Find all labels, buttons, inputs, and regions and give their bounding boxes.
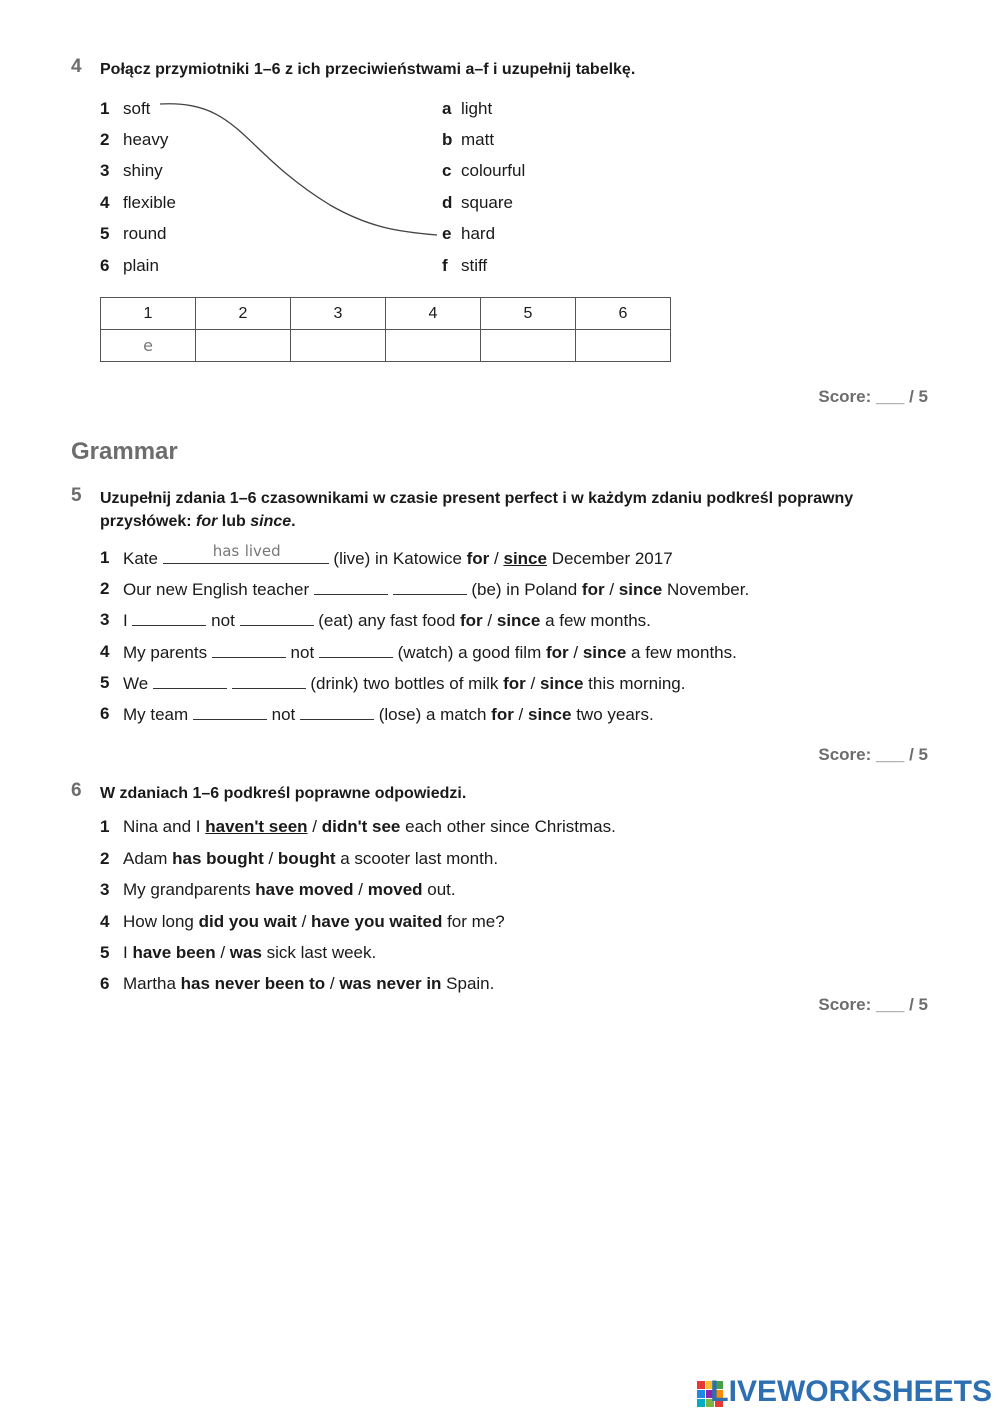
option-2[interactable]: was never in bbox=[339, 974, 442, 993]
option-since[interactable]: since bbox=[496, 611, 541, 630]
sentence-text: a scooter last month. bbox=[335, 849, 499, 868]
sentence-text: not bbox=[266, 705, 300, 724]
left-item-word: plain bbox=[123, 256, 159, 275]
sentence-number: 6 bbox=[100, 704, 110, 723]
right-item-word: hard bbox=[461, 224, 496, 243]
left-item-word: round bbox=[123, 224, 167, 243]
sentence-text: I bbox=[123, 611, 133, 630]
sentence-text: two years. bbox=[571, 705, 654, 724]
answer-input-cell[interactable] bbox=[576, 330, 671, 362]
left-item-number: 5 bbox=[100, 224, 110, 243]
option-separator: / bbox=[263, 849, 278, 868]
sentence-5-5 bbox=[123, 673, 685, 694]
sentence-5-2 bbox=[123, 579, 749, 600]
sentence-text: (eat) any fast food bbox=[313, 611, 461, 630]
exercise-6-instruction: W zdaniach 1–6 podkreśl poprawne odpowiedzi. bbox=[100, 785, 467, 802]
table-header-cell: 2 bbox=[196, 298, 291, 330]
sentence-text: Spain. bbox=[441, 974, 495, 993]
liveworksheets-brand: LIVEWORKSHEETS bbox=[710, 1375, 992, 1408]
option-for[interactable]: for bbox=[491, 705, 514, 724]
instruction-text: Uzupełnij zdania 1–6 czasownikami w czasie present perfect i w każdym zdaniu podkreśl poprawny bbox=[100, 490, 854, 507]
instruction-text: lub bbox=[217, 513, 251, 530]
exercise-5-score: Score: ___ / 5 bbox=[818, 745, 928, 764]
instruction-text: przysłówek: bbox=[100, 513, 197, 530]
option-for[interactable]: for bbox=[460, 611, 483, 630]
option-separator: / bbox=[489, 549, 504, 568]
instruction-since: since bbox=[250, 513, 292, 530]
option-separator: / bbox=[513, 705, 528, 724]
answer-blank[interactable] bbox=[240, 610, 314, 626]
option-since[interactable]: since bbox=[503, 549, 547, 568]
sentence-6-2 bbox=[123, 849, 498, 869]
left-item-word: flexible bbox=[123, 193, 176, 212]
table-header-cell: 1 bbox=[101, 298, 196, 330]
sentence-number: 2 bbox=[100, 849, 110, 868]
answer-blank[interactable] bbox=[300, 704, 374, 720]
matching-connector-line bbox=[0, 0, 1000, 300]
exercise-6-number: 6 bbox=[71, 780, 82, 801]
sentence-text: Kate bbox=[123, 549, 163, 568]
left-item-number: 6 bbox=[100, 256, 110, 275]
answer-table-input-row bbox=[101, 330, 671, 362]
option-for[interactable]: for bbox=[503, 674, 526, 693]
option-since[interactable]: since bbox=[618, 580, 663, 599]
sentence-number: 6 bbox=[100, 974, 110, 993]
exercise-6-score: Score: ___ / 5 bbox=[818, 995, 928, 1014]
right-item-word: colourful bbox=[461, 161, 526, 180]
answer-input-cell[interactable] bbox=[481, 330, 576, 362]
sentence-text: this morning. bbox=[583, 674, 686, 693]
sentence-6-4 bbox=[123, 912, 505, 932]
sentence-5-4 bbox=[123, 642, 737, 663]
option-for[interactable]: for bbox=[581, 580, 605, 599]
left-item-number: 4 bbox=[100, 193, 110, 212]
option-for[interactable]: for bbox=[466, 549, 490, 568]
answer-input-cell[interactable] bbox=[291, 330, 386, 362]
sentence-text: not bbox=[285, 643, 319, 662]
answer-blank[interactable] bbox=[393, 579, 467, 595]
answer-blank[interactable] bbox=[232, 673, 306, 689]
sentence-number: 4 bbox=[100, 642, 110, 661]
answer-blank[interactable] bbox=[132, 610, 206, 626]
left-item-number: 3 bbox=[100, 161, 110, 180]
sentence-text: (drink) two bottles of milk bbox=[305, 674, 504, 693]
table-header-cell: 4 bbox=[386, 298, 481, 330]
instruction-text: . bbox=[291, 513, 296, 530]
option-1[interactable]: have been bbox=[132, 943, 216, 962]
left-item-number: 2 bbox=[100, 130, 110, 149]
sentence-text: Our new English teacher bbox=[123, 580, 314, 599]
sentence-number: 1 bbox=[100, 548, 110, 567]
exercise-4-score: Score: ___ / 5 bbox=[818, 387, 928, 406]
right-item-letter: b bbox=[442, 130, 453, 149]
sentence-text: out. bbox=[422, 880, 456, 899]
right-item-letter: e bbox=[442, 224, 452, 243]
sentence-text: November. bbox=[662, 580, 750, 599]
left-item-word: shiny bbox=[123, 161, 163, 180]
option-2[interactable]: bought bbox=[277, 849, 336, 868]
sentence-text: Adam bbox=[123, 849, 173, 868]
sentence-number: 5 bbox=[100, 943, 110, 962]
answer-blank[interactable] bbox=[212, 642, 286, 658]
option-since[interactable]: since bbox=[539, 674, 584, 693]
sentence-text: a few months. bbox=[626, 643, 737, 662]
answer-blank[interactable] bbox=[193, 704, 267, 720]
sentence-text: (watch) a good film bbox=[392, 643, 546, 662]
right-item-letter: f bbox=[442, 256, 448, 275]
table-header-cell: 3 bbox=[291, 298, 386, 330]
sentence-text: Nina and I bbox=[123, 817, 206, 836]
sentence-text: December 2017 bbox=[546, 549, 673, 568]
answer-table-header-row bbox=[101, 298, 671, 330]
sentence-text: We bbox=[123, 674, 153, 693]
sentence-text: sick last week. bbox=[261, 943, 377, 962]
option-2[interactable]: was bbox=[229, 943, 262, 962]
answer-blank[interactable] bbox=[314, 579, 388, 595]
option-separator: / bbox=[353, 880, 368, 899]
option-1[interactable]: did you wait bbox=[198, 912, 297, 931]
sentence-number: 5 bbox=[100, 673, 110, 692]
option-1[interactable]: have moved bbox=[255, 880, 354, 899]
handwritten-answer: lived bbox=[244, 542, 281, 560]
left-item-number: 1 bbox=[100, 99, 110, 118]
option-separator: / bbox=[307, 817, 322, 836]
left-item-word: soft bbox=[123, 99, 151, 118]
sentence-number: 3 bbox=[100, 880, 110, 899]
option-separator: / bbox=[325, 974, 340, 993]
option-separator: / bbox=[568, 643, 583, 662]
option-for[interactable]: for bbox=[545, 643, 569, 662]
right-item-word: stiff bbox=[461, 256, 488, 275]
sentence-number: 1 bbox=[100, 817, 110, 836]
option-since[interactable]: since bbox=[582, 643, 627, 662]
sentence-number: 3 bbox=[100, 610, 110, 629]
sentence-text: My parents bbox=[123, 643, 212, 662]
exercise-5-instruction bbox=[100, 487, 930, 533]
sentence-text: not bbox=[206, 611, 240, 630]
right-item-letter: c bbox=[442, 161, 452, 180]
option-1[interactable]: has never been to bbox=[180, 974, 326, 993]
right-item-word: square bbox=[461, 193, 513, 212]
table-header-cell: 6 bbox=[576, 298, 671, 330]
table-header-cell: 5 bbox=[481, 298, 576, 330]
option-2[interactable]: didn't see bbox=[321, 817, 401, 836]
answer-input-cell[interactable] bbox=[196, 330, 291, 362]
sentence-number: 2 bbox=[100, 579, 110, 598]
left-item-word: heavy bbox=[123, 130, 169, 149]
right-item-letter: a bbox=[442, 99, 452, 118]
sentence-text: (be) in Poland bbox=[466, 580, 582, 599]
answer-blank[interactable] bbox=[163, 542, 329, 564]
answer-table bbox=[100, 297, 671, 362]
sentence-6-5 bbox=[123, 943, 376, 963]
sentence-text: each other since Christmas. bbox=[400, 817, 616, 836]
sentence-5-6 bbox=[123, 704, 654, 725]
option-separator: / bbox=[215, 943, 230, 962]
sentence-text: I bbox=[123, 943, 133, 962]
option-separator: / bbox=[604, 580, 619, 599]
sentence-5-3 bbox=[123, 610, 651, 631]
answer-blank[interactable] bbox=[319, 642, 393, 658]
right-item-word: light bbox=[461, 99, 493, 118]
sentence-6-1 bbox=[123, 817, 616, 837]
sentence-text: (lose) a match bbox=[374, 705, 492, 724]
option-separator: / bbox=[296, 912, 312, 931]
section-title-grammar: Grammar bbox=[71, 438, 178, 465]
handwritten-answer: has bbox=[212, 542, 240, 560]
option-since[interactable]: since bbox=[528, 705, 572, 724]
sentence-5-1 bbox=[123, 542, 673, 569]
answer-input-cell[interactable]: e bbox=[101, 330, 196, 362]
sentence-text: for me? bbox=[442, 912, 505, 931]
sentence-text: (live) in Katowice bbox=[328, 549, 467, 568]
sentence-text: My team bbox=[123, 705, 193, 724]
exercise-4-instruction: Połącz przymiotniki 1–6 z ich przeciwieństwami a–f i uzupełnij tabelkę. bbox=[100, 61, 636, 78]
sentence-text: Martha bbox=[123, 974, 181, 993]
sentence-text: How long bbox=[123, 912, 199, 931]
right-item-word: matt bbox=[461, 130, 495, 149]
sentence-6-3 bbox=[123, 880, 456, 900]
instruction-for: for bbox=[196, 513, 218, 530]
sentence-text: My grandparents bbox=[123, 880, 256, 899]
option-separator: / bbox=[525, 674, 540, 693]
option-separator: / bbox=[482, 611, 497, 630]
sentence-6-6 bbox=[123, 974, 494, 994]
option-2[interactable]: moved bbox=[367, 880, 423, 899]
option-1[interactable]: has bought bbox=[172, 849, 264, 868]
answer-input-cell[interactable] bbox=[386, 330, 481, 362]
answer-blank[interactable] bbox=[153, 673, 227, 689]
option-1[interactable]: haven't seen bbox=[205, 817, 308, 836]
option-2[interactable]: have you waited bbox=[311, 912, 443, 931]
exercise-4-number: 4 bbox=[71, 56, 82, 77]
right-item-letter: d bbox=[442, 193, 453, 212]
sentence-text: a few months. bbox=[540, 611, 651, 630]
sentence-number: 4 bbox=[100, 912, 110, 931]
exercise-5-number: 5 bbox=[71, 485, 82, 506]
